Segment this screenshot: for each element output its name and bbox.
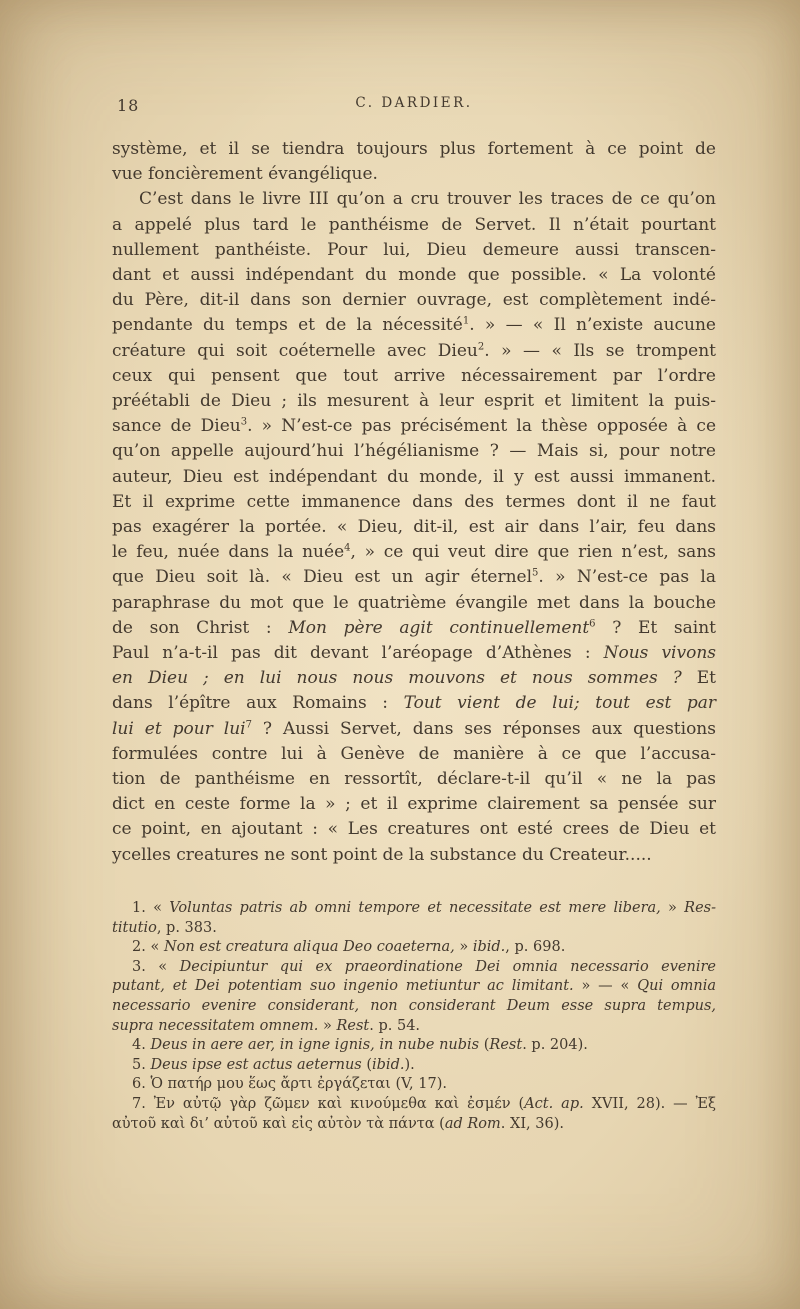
footnote-ref: 1 — [462, 315, 470, 327]
text-segment: . » N’est-ce pas la — [538, 567, 716, 588]
text-segment: ad Rom — [444, 1115, 501, 1132]
body-line — [112, 213, 716, 238]
text-segment: Qui omnia — [637, 978, 717, 995]
text-segment: système, et il se tiendra toujours plus fortement à ce point de — [112, 139, 716, 159]
body-text — [112, 137, 716, 868]
text-segment: en Dieu ; en lui nous nous mouvons et nous sommes ? — [112, 668, 682, 689]
text-segment: C’est dans le livre III qu’on a cru trouver les traces de ce qu’on — [139, 189, 716, 210]
text-segment: qu’on appelle aujourd’hui l’hégélianisme ? — Mais si, pour notre — [112, 441, 716, 462]
footnote-ref: 5 — [532, 567, 539, 579]
body-line — [112, 162, 716, 187]
text-segment: ycelles creatures ne sont point de la substance du Createur..... — [112, 844, 652, 865]
text-segment: nullement panthéiste. Pour lui, Dieu demeure aussi transcen- — [112, 239, 716, 260]
body-line — [112, 414, 716, 439]
text-segment: , p. 698. — [505, 939, 566, 956]
body-line — [112, 565, 716, 590]
footnote-ref: 3 — [240, 416, 248, 428]
text-segment: vue foncièrement évangélique. — [112, 164, 378, 185]
text-segment: . p. 204). — [522, 1037, 588, 1054]
text-segment: ( — [361, 1056, 373, 1073]
text-segment: dans l’épître aux Romains : — [112, 693, 404, 714]
text-segment: 6. Ὁ πατήρ μου ἕως ἄρτι ἐργάζεται (V, 17). — [132, 1076, 447, 1093]
text-segment: paraphrase du mot que le quatrième évangile met dans la bouche — [112, 592, 716, 613]
text-segment: . p. 54. — [369, 1017, 421, 1034]
page-header — [112, 95, 716, 117]
text-segment: de son Christ : — [112, 617, 289, 638]
text-segment: a appelé plus tard le panthéisme de Servet. Il n’était pourtant — [112, 214, 716, 235]
text-segment: 4. — [132, 1037, 151, 1054]
text-segment: préétabli de Dieu ; ils mesurent à leur esprit et limitent la puis- — [112, 391, 716, 412]
text-segment: . » — « Il n’existe aucune — [469, 315, 716, 336]
body-line — [112, 792, 716, 817]
footnote-line — [112, 1095, 716, 1115]
text-segment: Res- — [684, 900, 716, 916]
text-segment: formulées contre lui à Genève de manière à ce que l’accusa- — [112, 743, 716, 764]
text-segment: XVII, 28). — Ἐξ — [583, 1095, 716, 1112]
text-segment: auteur, Dieu est indépendant du monde, il y est aussi immanent. — [112, 466, 716, 487]
body-line — [112, 187, 716, 212]
text-segment: 5. — [132, 1056, 151, 1073]
text-segment: Deus in aere aer, in igne ignis, in nube nubis — [150, 1037, 480, 1054]
text-segment: créature qui soit coéternelle avec Dieu — [112, 340, 478, 361]
text-segment: αὐτοῦ καὶ δι’ αὐτοῦ καὶ εἰς αὐτὸν τὰ πάντα ( — [112, 1115, 445, 1132]
body-line — [112, 288, 716, 313]
body-line — [112, 465, 716, 490]
text-segment: » — [318, 1017, 337, 1034]
body-line — [112, 339, 716, 364]
body-line — [112, 490, 716, 515]
body-line — [112, 591, 716, 616]
footnote-line — [112, 919, 716, 939]
text-segment: . » — « Ils se trompent — [484, 340, 716, 361]
text-segment: sance de Dieu — [112, 416, 241, 437]
footnote-ref: 2 — [477, 340, 485, 352]
footnote-line — [112, 1115, 716, 1135]
text-segment: » — « — [573, 978, 638, 995]
body-line — [112, 540, 716, 565]
text-segment: 1. « — [132, 900, 170, 916]
footnote-ref: 6 — [589, 618, 596, 630]
text-segment: Paul n’a-t-il pas dit devant l’aréopage d’Athènes : — [112, 643, 604, 664]
text-segment: Et il exprime cette immanence dans des termes dont il ne faut — [112, 491, 716, 512]
text-segment: Mon père agit continuellement — [288, 617, 590, 638]
body-line — [112, 137, 716, 162]
body-line — [112, 691, 716, 716]
text-segment: ceux qui pensent que tout arrive nécessairement par l’ordre — [112, 365, 716, 386]
text-segment: ( — [479, 1037, 490, 1054]
body-line — [112, 263, 716, 288]
text-segment: ibid. — [372, 1056, 405, 1073]
body-line — [112, 389, 716, 414]
text-segment: le feu, nuée dans la nuée — [112, 542, 345, 563]
footnote-line — [112, 1056, 716, 1076]
text-segment: Nous vivons — [603, 643, 716, 664]
text-segment: supra necessitatem omnem. — [112, 1017, 319, 1034]
footnote-line — [112, 997, 716, 1017]
text-segment: ce point, en ajoutant : « Les creatures ont esté crees de Dieu et — [112, 819, 716, 840]
text-segment: 2. « — [132, 939, 164, 956]
text-segment: 7. Ἐν αὐτῷ γὰρ ζῶμεν καὶ κινούμεθα καὶ ἐσμέν ( — [132, 1095, 525, 1112]
text-segment: » — [660, 900, 685, 916]
footnote-line — [112, 958, 716, 978]
text-segment: que Dieu soit là. « Dieu est un agir éternel — [112, 567, 533, 588]
body-line — [112, 717, 716, 742]
text-segment: ? Aussi Servet, dans ses réponses aux questions — [251, 718, 716, 739]
footnotes — [112, 899, 716, 1134]
text-segment: Act. ap. — [524, 1095, 584, 1112]
running-title: C. DARDIER. — [355, 95, 473, 111]
footnote-line — [112, 938, 716, 958]
text-segment: Deus ipse est actus aeternus — [150, 1056, 362, 1073]
text-segment: Rest — [336, 1017, 370, 1034]
footnote-line — [112, 1036, 716, 1056]
text-segment: , p. 383. — [156, 919, 217, 936]
text-segment: ibid. — [472, 939, 506, 956]
text-segment: Decipiuntur qui ex praeordinatione Dei omnia necessario evenire — [179, 958, 716, 975]
body-line — [112, 817, 716, 842]
text-segment: Et — [681, 668, 716, 689]
text-segment: . XI, 36). — [500, 1115, 564, 1132]
text-segment: , » ce qui veut dire que rien n’est, sans — [350, 542, 716, 563]
body-line — [112, 767, 716, 792]
footnote-line — [112, 899, 716, 919]
text-segment: tion de panthéisme en ressortît, déclare-t-il qu’il « ne la pas — [112, 769, 716, 790]
text-segment: 3. « — [132, 958, 180, 975]
text-segment: pas exagérer la portée. « Dieu, dit-il, est air dans l’air, feu dans — [112, 517, 716, 538]
text-segment: dant et aussi indépendant du monde que possible. « La volonté — [112, 265, 716, 286]
text-segment: . » N’est-ce pas précisément la thèse opposée à ce — [247, 416, 716, 437]
text-segment: Voluntas patris ab omni tempore et necessitate est mere libera, — [169, 900, 661, 916]
footnote-ref: 4 — [344, 542, 351, 554]
body-line — [112, 666, 716, 691]
body-line — [112, 742, 716, 767]
body-line — [112, 616, 716, 641]
text-segment: pendante du temps et de la nécessité — [112, 315, 463, 336]
text-segment: titutio — [112, 919, 157, 936]
text-segment: Non est creatura aliqua Deo coaeterna, — [163, 939, 455, 956]
footnote-line — [112, 1075, 716, 1095]
body-line — [112, 641, 716, 666]
text-segment: ). — [404, 1056, 415, 1073]
text-segment: necessario evenire considerant, non considerant Deum esse supra tempus, — [112, 997, 716, 1014]
text-segment: dict en ceste forme la » ; et il exprime clairement sa pensée sur — [112, 794, 716, 815]
body-line — [112, 439, 716, 464]
body-line — [112, 238, 716, 263]
footnote-line — [112, 977, 716, 997]
body-line — [112, 313, 716, 338]
body-line — [112, 843, 716, 868]
footnote-ref: 7 — [245, 719, 252, 731]
text-segment: putant, et Dei potentiam suo ingenio metiuntur ac limitant. — [112, 978, 574, 995]
text-segment: du Père, dit-il dans son dernier ouvrage, est complètement indé- — [112, 290, 716, 311]
text-segment: Rest — [489, 1037, 523, 1054]
text-segment: Tout vient de lui; tout est par — [403, 693, 716, 714]
footnote-line — [112, 1017, 716, 1037]
text-segment: ? Et saint — [595, 617, 716, 638]
body-line — [112, 364, 716, 389]
page-number: 18 — [117, 96, 140, 115]
text-segment: » — [454, 939, 473, 956]
body-line — [112, 515, 716, 540]
text-segment: lui et pour lui — [112, 718, 246, 739]
